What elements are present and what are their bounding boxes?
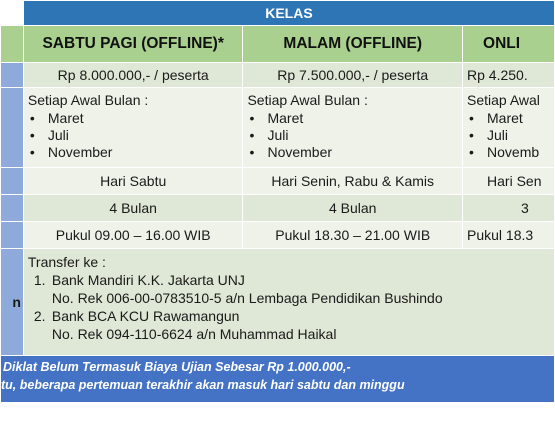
days-online: Hari Sen [463,168,555,195]
row-label-schedule [1,88,24,168]
bank-name: Bank Mandiri K.K. Jakarta UNJ [51,272,245,288]
bank-number: 2. [33,308,46,324]
notes-row [1,356,555,403]
time-sabtu: Pukul 09.00 – 16.00 WIB [23,222,243,249]
month-item: • Juli [467,127,550,144]
col-title-online: ONLI [463,26,555,63]
duration-sabtu: 4 Bulan [23,195,243,222]
month-item: • November [247,144,458,161]
days-sabtu: Hari Sabtu [23,168,243,195]
class-title-row [1,26,555,63]
schedule-online [463,88,555,168]
month-item: • Maret [467,110,550,127]
payment-row [1,249,555,356]
schedule-intro: Setiap Awal Bulan : [247,92,368,108]
duration-online: 3 [463,195,555,222]
days-malam: Hari Senin, Rabu & Kamis [243,168,463,195]
month-item: • Maret [247,110,458,127]
month-item: • Juli [247,127,458,144]
days-row [1,168,555,195]
schedule-row [1,88,555,168]
row-label-payment: n [1,249,24,356]
time-row [1,222,555,249]
note-exam-fee: Diklat Belum Termasuk Biaya Ujian Sebesar Rp 1.000.000,- [3,360,351,374]
price-row [1,63,555,88]
schedule-malam [243,88,463,168]
price-online: Rp 4.250. [463,63,555,88]
month-item: • Juli [28,127,239,144]
bank-item-2 [28,307,550,325]
bank-number: 1. [33,272,46,288]
col-title-malam: MALAM (OFFLINE) [243,26,463,63]
row-label-duration [1,195,24,222]
left-blank-cell [1,26,24,63]
time-online: Pukul 18.3 [463,222,555,249]
month-item: • Novemb [467,144,550,161]
month-list [247,110,458,161]
row-label-time [1,222,24,249]
bank-item-1 [28,271,550,289]
price-sabtu: Rp 8.000.000,- / peserta [23,63,243,88]
bank-account-1: No. Rek 006-00-0783510-5 a/n Lembaga Pendidikan Bushindo [51,290,443,306]
time-malam: Pukul 18.30 – 21.00 WIB [243,222,463,249]
bank-name: Bank BCA KCU Rawamangun [51,308,240,324]
col-title-sabtu: SABTU PAGI (OFFLINE)* [23,26,243,63]
kelas-header: KELAS [23,1,554,26]
note-schedule: tu, beberapa pertemuan terakhir akan masuk hari sabtu dan minggu [1,378,405,392]
price-malam: Rp 7.500.000,- / peserta [243,63,463,88]
row-label-price [1,63,24,88]
payment-intro: Transfer ke : [27,254,106,270]
bank-account-2: No. Rek 094-110-6624 a/n Muhammad Haikal [51,326,337,342]
notes-cell [1,356,555,403]
row-label-days [1,168,24,195]
duration-malam: 4 Bulan [243,195,463,222]
month-item: • November [28,144,239,161]
duration-row [1,195,555,222]
payment-details [23,249,554,356]
month-list [467,110,550,161]
blank-corner [1,1,24,26]
schedule-intro: Setiap Awal Bulan : [27,92,149,108]
kelas-header-row [1,1,555,26]
schedule-intro: Setiap Awal [467,92,540,108]
month-list [28,110,239,161]
schedule-sabtu [23,88,243,168]
month-item: • Maret [28,110,239,127]
